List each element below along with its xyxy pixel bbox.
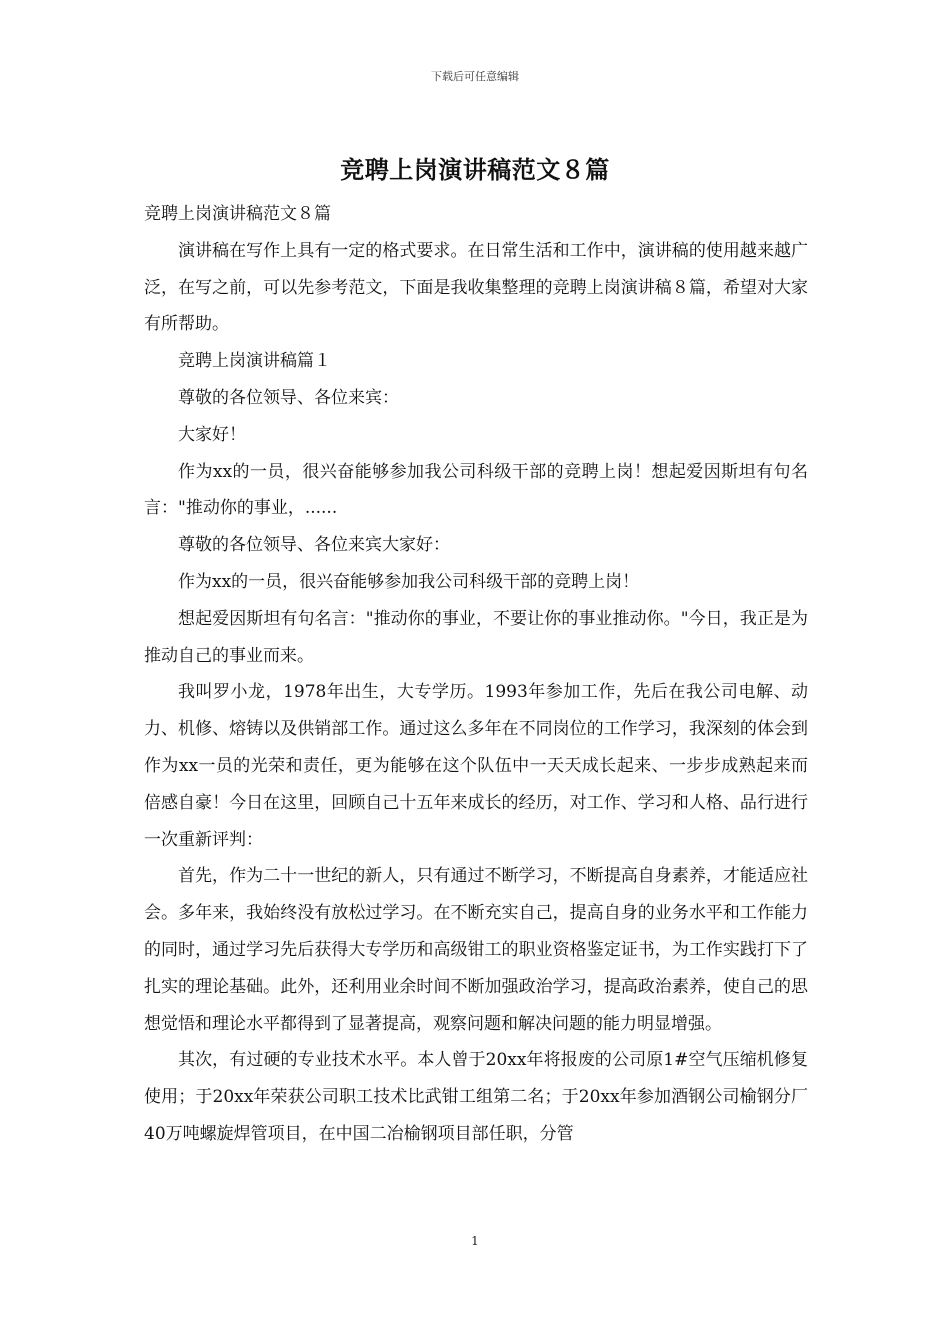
document-body: [144, 196, 808, 1153]
section-heading: 竞聘上岗演讲稿篇１: [178, 351, 331, 372]
page-header-note: 下载后可任意编辑: [431, 70, 519, 83]
body-paragraph: 想起爱因斯坦有句名言："推动你的事业，不要让你的事业推动你。"今日，我正是为推动自己的事业而来。: [144, 608, 808, 666]
body-paragraph: 其次，有过硬的专业技术水平。本人曾于20xx年将报废的公司原1#空气压缩机修复使用；于20xx年荣获公司职工技术比武钳工组第二名；于20xx年参加酒钢公司榆钢分厂40万吨螺旋焊管项目，在中国二冶榆钢项目部任职，分管: [144, 1050, 808, 1144]
salutation-paragraph-2: 尊敬的各位领导、各位来宾大家好：: [178, 535, 450, 556]
intro-paragraph: 演讲稿在写作上具有一定的格式要求。在日常生活和工作中，演讲稿的使用越来越广泛，在写之前，可以先参考范文，下面是我收集整理的竞聘上岗演讲稿８篇，希望对大家有所帮助。: [144, 240, 808, 335]
document-title: 竞聘上岗演讲稿范文８篇: [340, 156, 610, 184]
salutation-paragraph: 尊敬的各位领导、各位来宾：: [178, 387, 399, 408]
body-paragraph: 作为xx的一员，很兴奋能够参加我公司科级干部的竞聘上岗！: [178, 571, 640, 592]
greeting-paragraph: 大家好！: [178, 424, 246, 445]
body-paragraph: 我叫罗小龙，1978年出生，大专学历。1993年参加工作，先后在我公司电解、动力、机修、熔铸以及供销部工作。通过这么多年在不同岗位的工作学习，我深刻的体会到作为xx一员的光荣和责任，更为能够在这个队伍中一天天成长起来、一步步成熟起来而倍感自豪！今日在这里，回顾自己十五年来成长的经历，对工作、学习和人格、品行进行一次重新评判：: [144, 682, 808, 850]
page-number: 1: [471, 1234, 479, 1248]
subtitle-paragraph: 竞聘上岗演讲稿范文８篇: [144, 204, 331, 224]
body-paragraph: 作为xx的一员，很兴奋能够参加我公司科级干部的竞聘上岗！想起爱因斯坦有句名言："推动你的事业，......: [144, 461, 808, 519]
body-paragraph: 首先，作为二十一世纪的新人，只有通过不断学习，不断提高自身素养，才能适应社会。多年来，我始终没有放松过学习。在不断充实自己，提高自身的业务水平和工作能力的同时，通过学习先后获得大专学历和高级钳工的职业资格鉴定证书，为工作实践打下了扎实的理论基础。此外，还利用业余时间不断加强政治学习，提高政治素养，使自己的思想觉悟和理论水平都得到了显著提高，观察问题和解决问题的能力明显增强。: [144, 866, 808, 1034]
